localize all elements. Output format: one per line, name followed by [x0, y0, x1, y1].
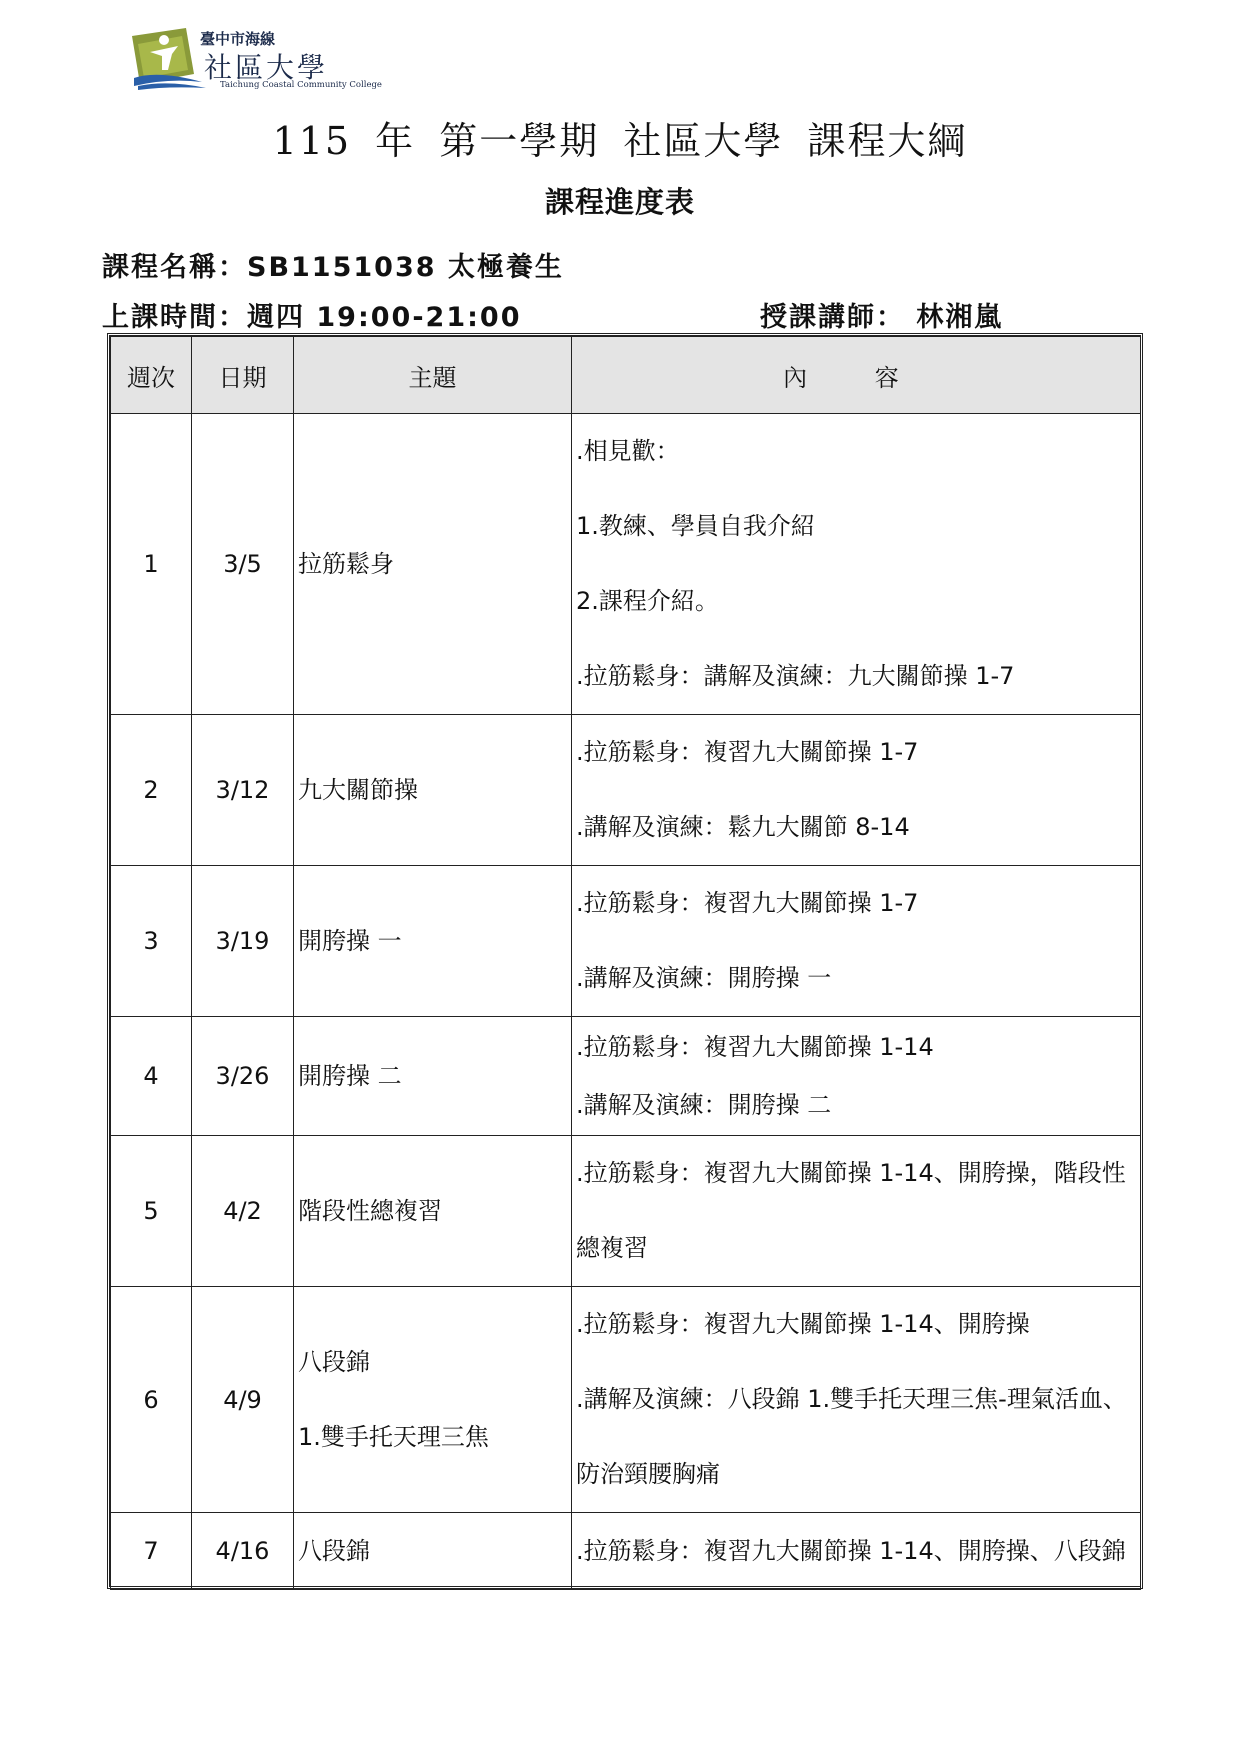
date-cell: 4/2: [192, 1136, 294, 1287]
content-line: .拉筋鬆身：複習九大關節操 1-14、開胯操，階段性: [576, 1159, 1126, 1187]
class-time-label: 上課時間：: [102, 302, 247, 333]
table-row: [111, 414, 1141, 715]
week-cell: 5: [111, 1136, 192, 1287]
table-header-row: [111, 337, 1141, 414]
topic-line: 八段錦: [298, 1536, 370, 1565]
content-cell: [572, 715, 1141, 866]
content-line: .拉筋鬆身：講解及演練：九大關節操 1-7: [576, 662, 1015, 690]
topic-line: 拉筋鬆身: [298, 549, 394, 578]
table-row: [111, 715, 1141, 866]
table-row: [111, 1513, 1141, 1590]
topic-cell: [294, 1513, 572, 1590]
content-line: 防治頸腰胸痛: [576, 1460, 720, 1488]
content-cell: [572, 1513, 1141, 1590]
header-date: 日期: [192, 337, 294, 414]
college-logo: [128, 26, 388, 96]
content-line: .講解及演練：八段錦 1.雙手托天理三焦-理氣活血、: [576, 1385, 1127, 1413]
page-subtitle: 課程進度表: [544, 185, 695, 219]
content-line: .拉筋鬆身：複習九大關節操 1-14: [576, 1033, 934, 1061]
topic-line: 九大關節操: [298, 775, 418, 804]
course-name: [102, 245, 564, 284]
content-line: 總複習: [576, 1234, 648, 1262]
instructor-value: 林湘嵐: [916, 302, 1004, 333]
logo-english-text: Taichung Coastal Community College: [220, 80, 382, 90]
date-cell: 3/5: [192, 414, 294, 715]
topic-line: 開胯操 一: [298, 926, 402, 955]
content-line: .講解及演練：開胯操 一: [576, 964, 832, 992]
class-time: [102, 295, 522, 334]
topic-cell: [294, 1136, 572, 1287]
header-content: 內 容: [572, 337, 1141, 414]
logo-emblem-icon: [128, 26, 208, 92]
logo-city-text: 臺中市海線: [200, 30, 276, 48]
table-row: [111, 1017, 1141, 1136]
content-line: .拉筋鬆身：複習九大關節操 1-7: [576, 889, 919, 917]
week-cell: 1: [111, 414, 192, 715]
date-cell: 3/26: [192, 1017, 294, 1136]
week-cell: 6: [111, 1287, 192, 1513]
content-line: .拉筋鬆身：複習九大關節操 1-14、開胯操、八段錦: [576, 1536, 1126, 1565]
instructor: [760, 295, 1003, 334]
topic-cell: [294, 715, 572, 866]
content-line: .相見歡：: [576, 437, 680, 465]
date-cell: 3/19: [192, 866, 294, 1017]
topic-line: 八段錦: [298, 1347, 370, 1376]
topic-cell: [294, 866, 572, 1017]
table-row: [111, 1287, 1141, 1513]
logo-college-text: 社區大學: [204, 51, 329, 84]
topic-line: 1.雙手托天理三焦: [298, 1422, 489, 1451]
course-name-value: SB1151038 太極養生: [247, 252, 564, 283]
schedule-table: [110, 336, 1141, 1590]
topic-line: 開胯操 二: [298, 1061, 402, 1090]
topic-cell: [294, 1287, 572, 1513]
class-time-value: 週四 19:00-21:00: [247, 302, 522, 333]
week-cell: 3: [111, 866, 192, 1017]
content-cell: [572, 414, 1141, 715]
instructor-label: 授課講師：: [760, 302, 905, 333]
week-cell: 4: [111, 1017, 192, 1136]
table-row: [111, 866, 1141, 1017]
week-cell: 2: [111, 715, 192, 866]
content-line: .講解及演練：開胯操 二: [576, 1091, 832, 1119]
content-line: 1.教練、學員自我介紹: [576, 512, 815, 540]
date-cell: 4/16: [192, 1513, 294, 1590]
content-cell: [572, 1287, 1141, 1513]
content-line: .講解及演練：鬆九大關節 8-14: [576, 813, 910, 841]
header-topic: 主題: [294, 337, 572, 414]
content-cell: [572, 1017, 1141, 1136]
content-line: .拉筋鬆身：複習九大關節操 1-7: [576, 738, 919, 766]
table-row: [111, 1136, 1141, 1287]
date-cell: 3/12: [192, 715, 294, 866]
header-week: 週次: [111, 337, 192, 414]
course-name-label: 課程名稱：: [102, 252, 247, 283]
date-cell: 4/9: [192, 1287, 294, 1513]
content-line: 2.課程介紹。: [576, 587, 719, 615]
topic-cell: [294, 414, 572, 715]
content-cell: [572, 1136, 1141, 1287]
content-cell: [572, 866, 1141, 1017]
topic-cell: [294, 1017, 572, 1136]
content-line: .拉筋鬆身：複習九大關節操 1-14、開胯操: [576, 1310, 1030, 1338]
topic-line: 階段性總複習: [298, 1196, 442, 1225]
week-cell: 7: [111, 1513, 192, 1590]
page-title: 115 年 第一學期 社區大學 課程大綱: [272, 119, 968, 163]
